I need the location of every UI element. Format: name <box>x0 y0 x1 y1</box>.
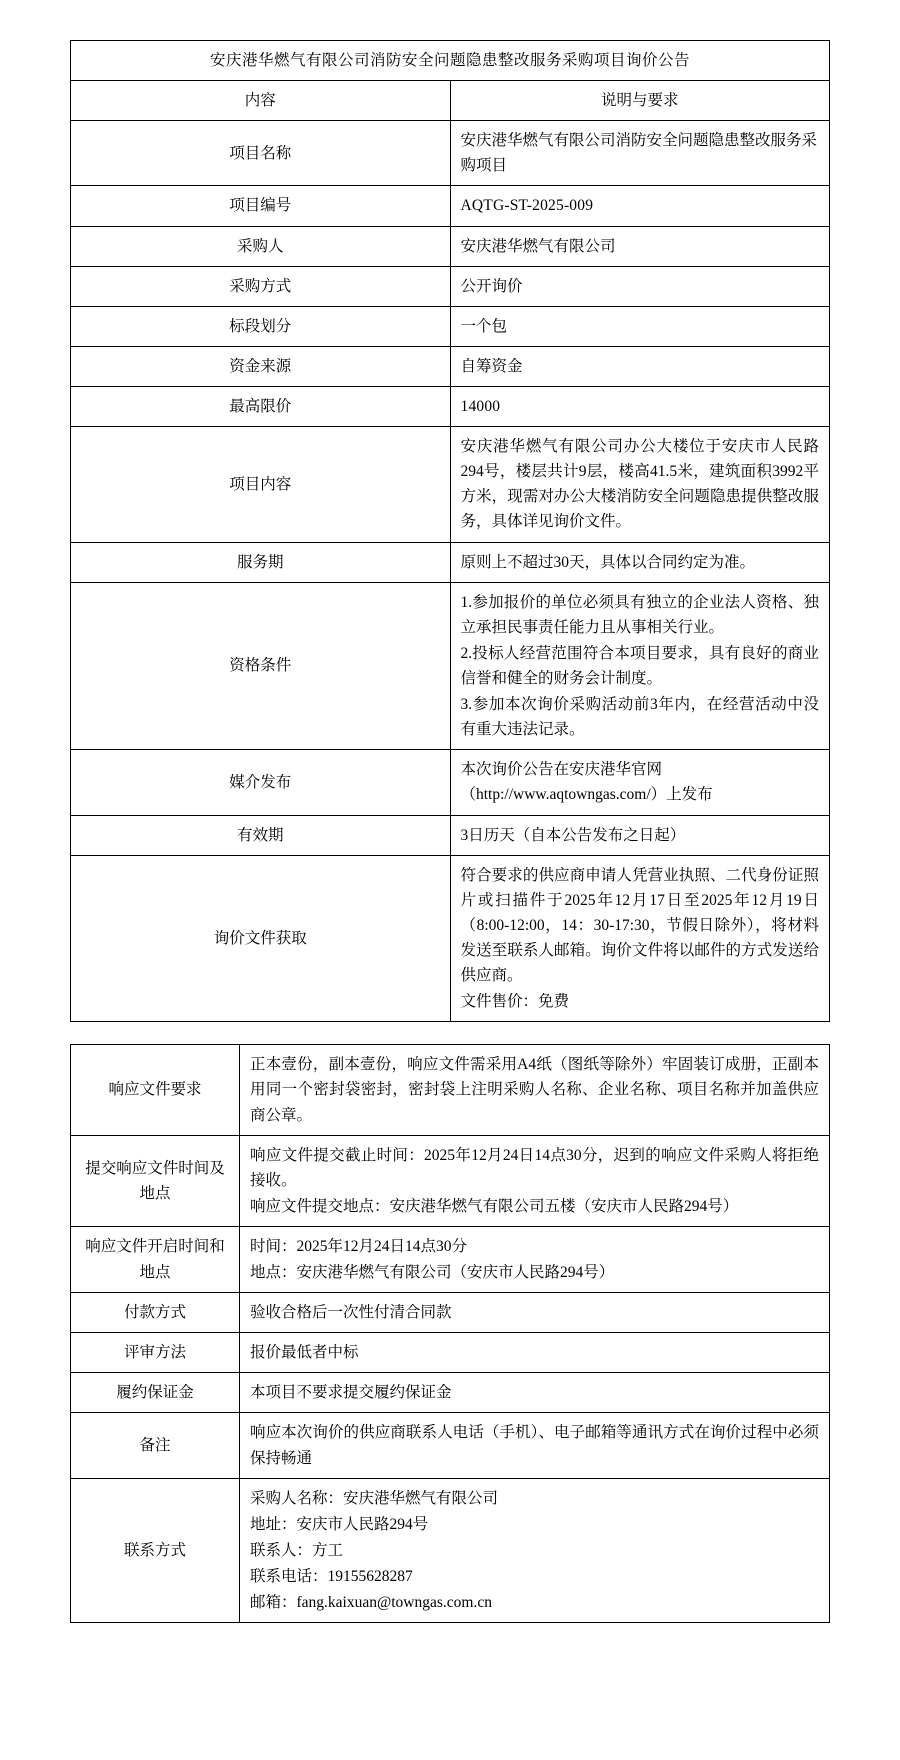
table-row <box>71 815 830 855</box>
row-label-evaluation-method: 评审方法 <box>71 1333 240 1373</box>
announcement-table-continued <box>70 1044 830 1623</box>
page-title: 安庆港华燃气有限公司消防安全问题隐患整改服务采购项目询价公告 <box>71 41 830 81</box>
announcement-table <box>70 40 830 1022</box>
row-label-purchase-method: 采购方式 <box>71 266 451 306</box>
row-value-media-release: 本次询价公告在安庆港华官网（http://www.aqtowngas.com/）上发布 <box>450 750 830 815</box>
row-label-purchaser: 采购人 <box>71 226 451 266</box>
table-row <box>71 750 830 815</box>
row-value-payment-method: 验收合格后一次性付清合同款 <box>240 1293 830 1333</box>
row-value-remarks: 响应本次询价的供应商联系人电话（手机）、电子邮箱等通讯方式在询价过程中必须保持畅通 <box>240 1413 830 1478</box>
row-label-opening-time-place: 响应文件开启时间和地点 <box>71 1226 240 1292</box>
row-value-project-name: 安庆港华燃气有限公司消防安全问题隐患整改服务采购项目 <box>450 121 830 186</box>
table-row <box>71 1135 830 1226</box>
row-label-submission-time-place: 提交响应文件时间及地点 <box>71 1135 240 1226</box>
table-row <box>71 226 830 266</box>
file-acquisition-line: 符合要求的供应商申请人凭营业执照、二代身份证照片或扫描件于2025年12月17日至2025年12月19日（8:00-12:00，14：30-17:30，节假日除外），将材料发送至联系人邮箱。询价文件将以邮件的方式发送给供应商。 <box>460 866 819 985</box>
row-value-service-period: 原则上不超过30天，具体以合同约定为准。 <box>450 542 830 582</box>
qualification-line: 2.投标人经营范围符合本项目要求，具有良好的商业信誉和健全的财务会计制度。 <box>460 644 819 687</box>
table-row <box>71 186 830 226</box>
row-label-project-content: 项目内容 <box>71 427 451 542</box>
table-row <box>71 1226 830 1292</box>
row-value-response-file-requirements: 正本壹份，副本壹份，响应文件需采用A4纸（图纸等除外）牢固装订成册，正副本用同一个密封袋密封，密封袋上注明采购人名称、企业名称、项目名称并加盖供应商公章。 <box>240 1045 830 1135</box>
row-label-project-name: 项目名称 <box>71 121 451 186</box>
row-value-project-number: AQTG-ST-2025-009 <box>450 186 830 226</box>
table-row <box>71 582 830 750</box>
opening-time: 时间：2025年12月24日14点30分 <box>250 1237 468 1255</box>
header-content: 内容 <box>71 81 451 121</box>
contact-phone: 联系电话：19155628287 <box>250 1568 413 1586</box>
contact-email: 邮箱：fang.kaixuan@towngas.com.cn <box>250 1594 492 1612</box>
table-row <box>71 1373 830 1413</box>
table-row <box>71 855 830 1022</box>
row-label-funding-source: 资金来源 <box>71 346 451 386</box>
contact-person: 联系人：方工 <box>250 1541 344 1559</box>
table-row <box>71 346 830 386</box>
table-row <box>71 1333 830 1373</box>
row-value-project-content: 安庆港华燃气有限公司办公大楼位于安庆市人民路294号，楼层共计9层，楼高41.5米，建筑面积3992平方米，现需对办公大楼消防安全问题隐患提供整改服务，具体详见询价文件。 <box>450 427 830 542</box>
row-label-performance-bond: 履约保证金 <box>71 1373 240 1413</box>
row-label-remarks: 备注 <box>71 1413 240 1478</box>
row-value-contact <box>240 1478 830 1623</box>
row-value-max-price: 14000 <box>450 386 830 426</box>
row-label-qualifications: 资格条件 <box>71 582 451 750</box>
row-value-evaluation-method: 报价最低者中标 <box>240 1333 830 1373</box>
table-row <box>71 386 830 426</box>
row-value-submission-time-place <box>240 1135 830 1226</box>
row-value-performance-bond: 本项目不要求提交履约保证金 <box>240 1373 830 1413</box>
row-value-purchase-method: 公开询价 <box>450 266 830 306</box>
header-description: 说明与要求 <box>450 81 830 121</box>
contact-purchaser-name: 采购人名称：安庆港华燃气有限公司 <box>250 1489 499 1507</box>
table-row <box>71 1413 830 1478</box>
table-row <box>71 1045 830 1135</box>
row-label-file-acquisition: 询价文件获取 <box>71 855 451 1022</box>
opening-location: 地点：安庆港华燃气有限公司（安庆市人民路294号） <box>250 1264 615 1282</box>
row-label-validity: 有效期 <box>71 815 451 855</box>
table-row <box>71 542 830 582</box>
submission-location: 响应文件提交地点：安庆港华燃气有限公司五楼（安庆市人民路294号） <box>250 1197 739 1215</box>
table-row <box>71 121 830 186</box>
row-label-media-release: 媒介发布 <box>71 750 451 815</box>
row-value-lot-division: 一个包 <box>450 306 830 346</box>
table-row <box>71 1293 830 1333</box>
row-value-purchaser: 安庆港华燃气有限公司 <box>450 226 830 266</box>
row-label-project-number: 项目编号 <box>71 186 451 226</box>
row-label-payment-method: 付款方式 <box>71 1293 240 1333</box>
row-value-opening-time-place <box>240 1226 830 1292</box>
table-row <box>71 306 830 346</box>
file-acquisition-price: 文件售价：免费 <box>460 993 570 1011</box>
contact-address: 地址：安庆市人民路294号 <box>250 1515 429 1533</box>
row-label-max-price: 最高限价 <box>71 386 451 426</box>
row-label-lot-division: 标段划分 <box>71 306 451 346</box>
table-row <box>71 266 830 306</box>
row-label-contact: 联系方式 <box>71 1478 240 1623</box>
table-row <box>71 1478 830 1623</box>
row-label-response-file-requirements: 响应文件要求 <box>71 1045 240 1135</box>
table-row <box>71 427 830 542</box>
row-value-file-acquisition <box>450 855 830 1022</box>
title-row <box>71 41 830 81</box>
table-header-row <box>71 81 830 121</box>
submission-deadline: 响应文件提交截止时间：2025年12月24日14点30分，迟到的响应文件采购人将拒绝接收。 <box>250 1146 819 1189</box>
row-value-qualifications <box>450 582 830 750</box>
row-value-validity: 3日历天（自本公告发布之日起） <box>450 815 830 855</box>
row-label-service-period: 服务期 <box>71 542 451 582</box>
qualification-line: 1.参加报价的单位必须具有独立的企业法人资格、独立承担民事责任能力且从事相关行业。 <box>460 593 819 636</box>
row-value-funding-source: 自筹资金 <box>450 346 830 386</box>
qualification-line: 3.参加本次询价采购活动前3年内，在经营活动中没有重大违法记录。 <box>460 696 819 739</box>
